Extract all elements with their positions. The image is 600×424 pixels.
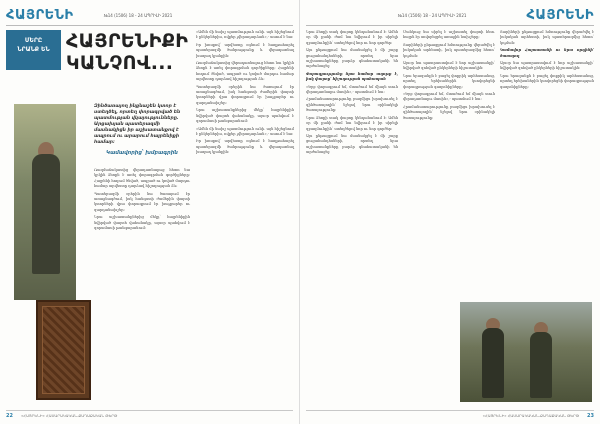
paragraph: Նրա աշխատանքներից մեկը՝ հայրենիքին նվիրված փայտե վահանակը, այսօր պահվում է զորամասի թանգարանում։ <box>94 215 190 231</box>
body-column <box>196 30 294 158</box>
paragraph: Պատերազմի օրերին նա ծառայում էր առաջնագծում, իսկ հանգստի ժամերին փայտի կտորների վրա փորագրում էր խաչքարեր ու զարդանախշեր։ <box>94 191 190 212</box>
wood-carving-photo <box>36 300 91 400</box>
paragraph: Այս ընթացքում նա մասնակցել է մի շարք ցուցահանդեսների, որտեղ նրա աշխատանքները բարձր գնահատականի են արժանացել։ <box>306 133 398 155</box>
soldiers-photo <box>460 302 592 402</box>
right-page <box>300 0 600 424</box>
footer-text: «ՀԱՅՐԵՆԻ» ՀԱՍԱՐԱԿԱԿԱՆ-ՔԱՂԱՔԱԿԱՆ ԹԵՐԹ <box>482 413 580 418</box>
body-column <box>403 30 495 123</box>
masthead: ՀԱՅՐԵՆԻ <box>6 7 74 23</box>
rubric-line: ՆՐԱՆՔ ԵՆ <box>17 46 50 53</box>
header-rule <box>306 25 594 26</box>
masthead: ՀԱՅՐԵՆԻ <box>526 7 594 23</box>
subheading: Կամավոր Հայաստանի ու նրա որդինի՝ ծառայող <box>500 48 594 58</box>
paragraph: Նրա աշխատանքներից մեկը՝ հայրենիքին նվիրված փայտե վահանակը, այսօր պահվում է զորամասի թանգարանում։ <box>196 108 294 124</box>
paragraph: Տարիների ընթացքում հմտությունը վերածվել է իսկական արհեստի, իսկ պատերազմից հետո՝ կոչման։ <box>500 30 594 45</box>
soldier-photo <box>14 104 76 300</box>
footer-text: «ՀԱՅՐԵՆԻ» ՀԱՍԱՐԱԿԱԿԱՆ-ՔԱՂԱՔԱԿԱՆ ԹԵՐԹ <box>20 413 118 418</box>
paragraph: Հրամանատարությունը բազմիցս խրախուսել է զինծառայողին՝ նշելով նրա օրինակելի ծառայությունը։ <box>403 104 495 120</box>
body-column <box>306 30 398 158</box>
paragraph: Նրա երազանքն է բացել փոքրիկ արհեստանոց, որտեղ երեխաներին կսովորեցնի փորագրության գաղտնիքները։ <box>500 73 594 89</box>
paragraph: Այս ընթացքում նա մասնակցել է մի շարք ցուցահանդեսների, որտեղ նրա աշխատանքները բարձր գնահատականի են արժանացել։ <box>306 48 398 69</box>
paragraph: «Ամեն մի նախշ պատմություն ունի. այն հիշեցնում է ընկերներիս, ովքեր չվերադարձան»,- ասում է նա։ <box>196 126 294 136</box>
paragraph: «Ամեն մի նախշ պատմություն ունի. այն հիշեցնում է ընկերներիս, ովքեր չվերադարձան»,- ասում է նա։ <box>196 30 294 40</box>
paragraph: Նրա ձեռքի տակ փայտը կենդանանում է։ Ամեն օր մի քանի ժամ նա նվիրում է իր սիրելի զբաղմունքին՝ ստեղծելով նոր ու նոր գործեր։ <box>306 115 398 131</box>
paragraph: Նրա ձեռքի տակ փայտը կենդանանում է։ Ամեն օր մի քանի ժամ նա նվիրում է իր սիրելի զբաղմունքին՝ ստեղծելով նոր ու նոր գործեր։ <box>306 30 398 45</box>
title-line: ԿԱՆՉՈՎ... <box>66 52 174 74</box>
paragraph: Այսօր նա պատրաստվում է նոր աշխատանքի՝ նվիրված զոհված ընկերների հիշատակին։ <box>403 61 495 71</box>
paragraph: Ռազմաճակատից վերադառնալուց հետո նա կրկին ձեռքն է առել փորագրման գործիքները։ Հայրենի հողում ծնված, ապրած ու կռված մարդու համար արվեստը դարձավ հիշողության ձև։ <box>196 61 294 82</box>
page-number: 22 <box>6 412 13 419</box>
rubric-box <box>6 30 61 70</box>
paragraph: Ռազմաճակատից վերադառնալուց հետո նա կրկին ձեռքն է առել փորագրման գործիքները։ Հայրենի հողում ծնված, ապրած ու կռված մարդու համար արվեստը դարձավ հիշողության ձև։ <box>94 168 190 189</box>
subheading: Փորագրությունը նրա համար աղոթք է, իսկ փայտը՝ հիշողության պահապան <box>306 71 398 82</box>
paragraph: Այսօր նա պատրաստվում է նոր աշխատանքի՝ նվիրված զոհված ընկերների հիշատակին։ <box>500 61 594 71</box>
left-header <box>6 4 293 26</box>
paragraph: Մանկուց նա սիրել է աշխատել փայտի հետ. հայրն էր սովորեցրել առաջին նախշերը։ <box>403 30 495 40</box>
header-rule <box>6 25 293 26</box>
lead-block <box>94 104 190 157</box>
paragraph: «Երբ փորագրում եմ, մտածում եմ միայն տուն վերադառնալու մասին»,- պատմում է նա։ <box>403 92 495 102</box>
paragraph: Իր խոսքով՝ արվեստը օգնում է հաղթահարել պատերազմի ծանրությունը և վերադառնալ խաղաղ կյանքին։ <box>196 42 294 58</box>
paragraph: «Երբ փորագրում եմ, մտածում եմ միայն տուն վերադառնալու մասին»,- պատմում է նա։ <box>306 84 398 95</box>
right-header <box>306 4 594 26</box>
lead-paragraph: Զինծառայող ինքնաշեն կտոր է ստեղծել, որտեղ փորագրված են պատմության վկայությունները. Արցախյան պատերազմի մասնակիցն իր աշխատանքով է ապրում ու արարում հայրենիքի համար։ <box>94 104 181 145</box>
right-footer <box>306 410 594 420</box>
paragraph: Պատերազմի օրերին նա ծառայում էր առաջնագծում, իսկ հանգստի ժամերին փայտի կտորների վրա փորագրում էր խաչքարեր ու զարդանախշեր։ <box>196 84 294 105</box>
rubric-line: ՄԵՐԸ <box>24 37 43 44</box>
paragraph: Իր խոսքով՝ արվեստը օգնում է հաղթահարել պատերազմի ծանրությունը և վերադառնալ խաղաղ կյանքին։ <box>196 139 294 155</box>
byline: Կամավորից՝ խմբագրին <box>106 150 178 156</box>
page-number: 23 <box>587 412 594 419</box>
paragraph: Հրամանատարությունը բազմիցս խրախուսել է զինծառայողին՝ նշելով նրա օրինակելի ծառայությունը։ <box>306 97 398 113</box>
issue-line: №14 (1506) 18 - 24 ԱՊՐԻԼԻ 2021 <box>397 12 467 18</box>
issue-line: №14 (1506) 18 - 24 ԱՊՐԻԼԻ 2021 <box>103 12 173 18</box>
left-footer <box>6 410 293 420</box>
body-column <box>500 30 594 92</box>
body-column <box>94 168 190 233</box>
paragraph: Տարիների ընթացքում հմտությունը վերածվել է իսկական արհեստի, իսկ պատերազմից հետո՝ կոչման։ <box>403 42 495 58</box>
paragraph: Նրա երազանքն է բացել փոքրիկ արհեստանոց, որտեղ երեխաներին կսովորեցնի փորագրության գաղտնիքները։ <box>403 73 495 89</box>
title-line: ՀԱՅՐԵՆԻՔԻ <box>66 30 189 52</box>
